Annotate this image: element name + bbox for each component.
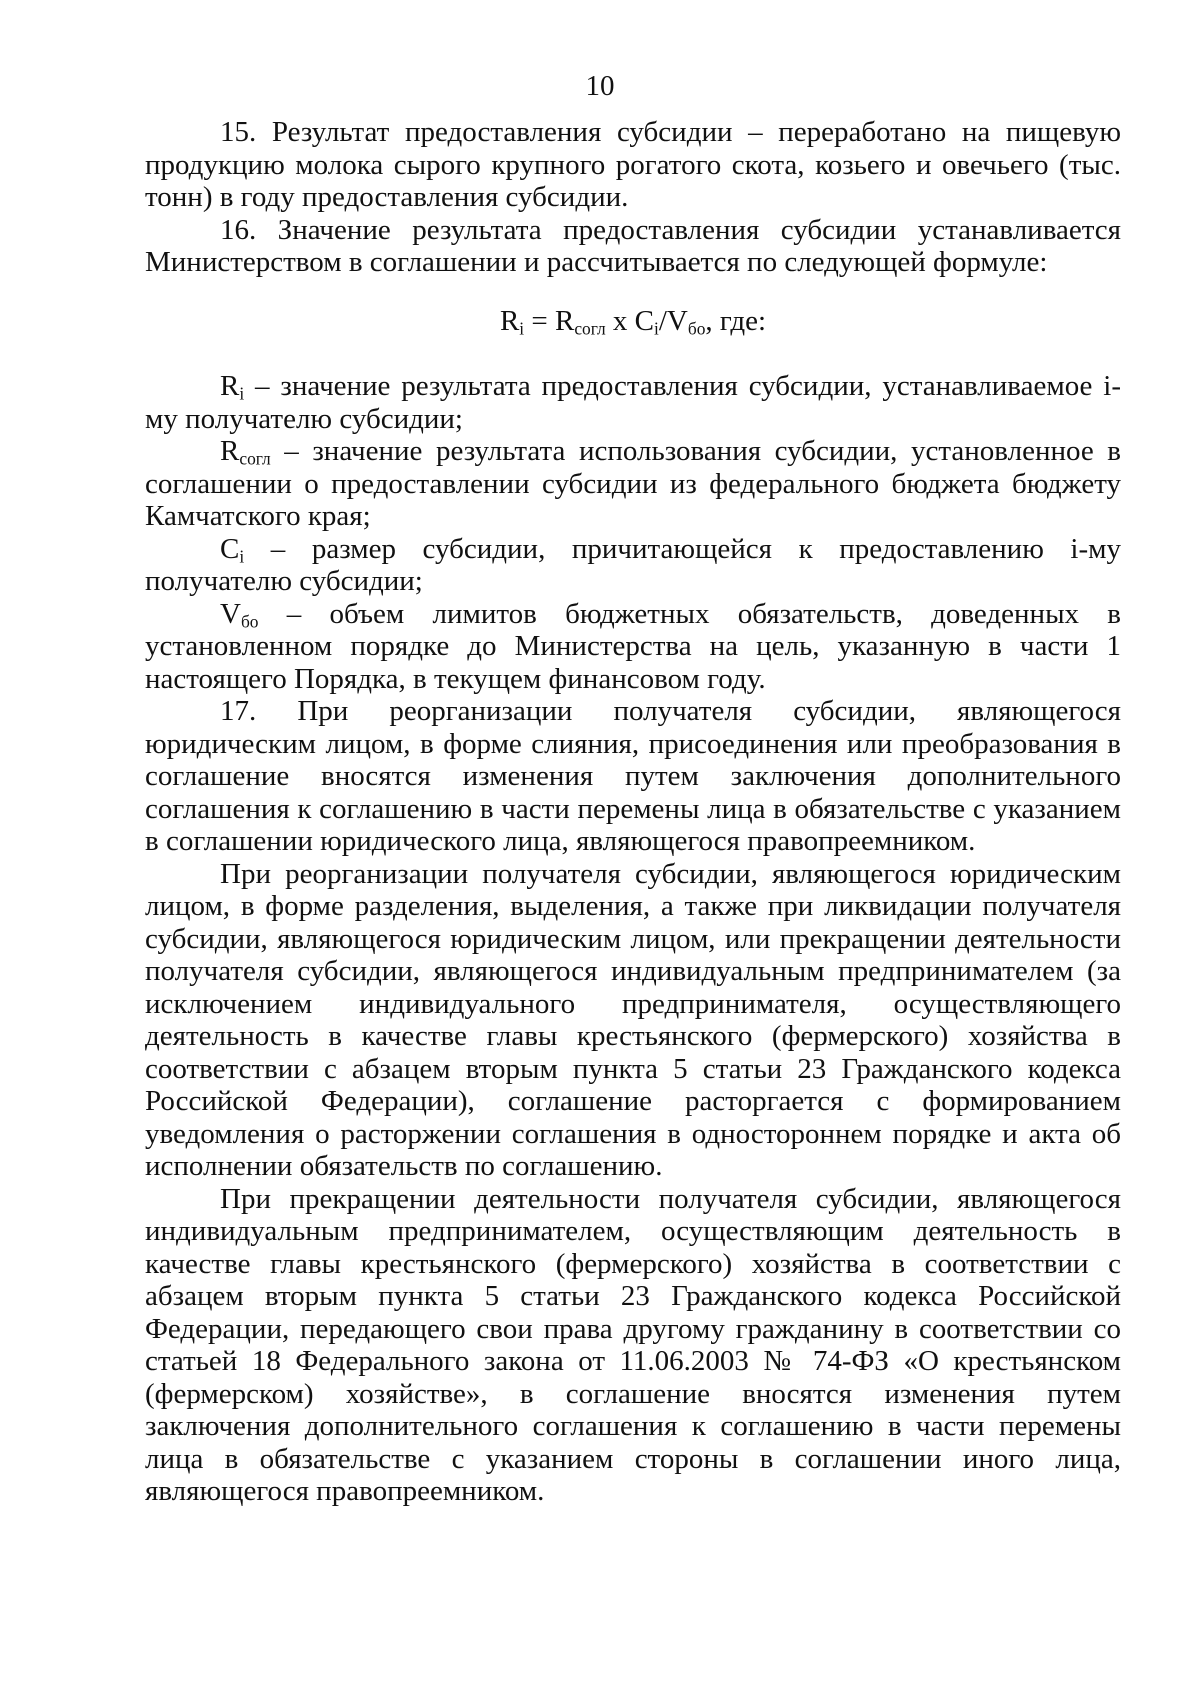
formula-r-sub: i <box>519 317 525 338</box>
result-formula <box>145 305 1121 338</box>
definition-ri-text: – значение результата предоставления субсидии, устанавливаемое i-му получателю субсидии; <box>145 370 1121 435</box>
definition-ri-sub: i <box>239 383 245 404</box>
paragraph-17-second: При реорганизации получателя субсидии, являющегося юридическим лицом, в форме разделения, выделения, а также при ликвидации получателя субсидии, являющегося юридическим лицом, или прекращении деятельности получателя субсидии, являющегося индивидуальным предпринимателем (за исключением индивидуального предпринимателя, осуществляющего деятельность в качестве главы крестьянского (фермерского) хозяйства в соответствии с абзацем вторым пункта 5 статьи 23 Гражданского кодекса Российской Федерации), соглашение расторгается с формированием уведомления о расторжении соглашения в одностороннем порядке и акта об исполнении обязательств по соглашению. <box>145 857 1121 1182</box>
definition-vbo-sub: бо <box>240 610 259 631</box>
definition-ci-text: – размер субсидии, причитающейся к предоставлению i-му получателю субсидии; <box>145 532 1121 597</box>
definition-vbo-text: – объем лимитов бюджетных обязательств, доведенных в установленном порядке до Министерства на цель, указанную в части 1 настоящего Порядка, в текущем финансовом году. <box>145 597 1121 695</box>
definition-ci-symbol: C <box>220 532 240 565</box>
definition-ri <box>145 370 1121 435</box>
definition-ci <box>145 533 1121 598</box>
paragraph-16: 16. Значение результата предоставления субсидии устанавливается Министерством в соглашении и рассчитывается по следующей формуле: <box>145 213 1121 278</box>
definition-rsogl <box>145 435 1121 533</box>
definition-vbo <box>145 598 1121 696</box>
paragraph-17: 17. При реорганизации получателя субсидии, являющегося юридическим лицом, в форме слияния, присоединения или преобразования в соглашение вносятся изменения путем заключения дополнительного соглашения к соглашению в части перемены лица в обязательстве с указанием в соглашении юридического лица, являющегося правопреемником. <box>145 695 1121 857</box>
definition-vbo-symbol: V <box>220 597 241 630</box>
paragraph-17-third: При прекращении деятельности получателя субсидии, являющегося индивидуальным предпринимателем, осуществляющим деятельность в качестве главы крестьянского (фермерского) хозяйства в соответствии с абзацем вторым пункта 5 статьи 23 Гражданского кодекса Российской Федерации, передающего свои права другому гражданину в соответствии со статьей 18 Федерального закона от 11.06.2003 № 74-ФЗ «О крестьянском (фермерском) хозяйстве», в соглашение вносятся изменения путем заключения дополнительного соглашения к соглашению в части перемены лица в обязательстве с указанием стороны в соглашении иного лица, являющегося правопреемником. <box>145 1182 1121 1507</box>
document-body <box>145 116 1121 1508</box>
formula-v-sub: бо <box>687 317 706 338</box>
formula-slash: /V <box>658 304 688 337</box>
definition-ri-symbol: R <box>220 370 240 402</box>
formula-tail: , где: <box>705 304 767 337</box>
definition-rsogl-text: – значение результата использования субсидии, установленное в соглашении о предоставлении субсидии из федерального бюджета бюджету Камчатского края; <box>145 435 1121 532</box>
definition-rsogl-symbol: R <box>220 435 240 467</box>
formula-eq: = R <box>524 304 575 337</box>
formula-rsogl-sub: согл <box>574 317 606 338</box>
paragraph-15: 15. Результат предоставления субсидии – переработано на пищевую продукцию молока сырого крупного рогатого скота, козьего и овечьего (тыс. тонн) в году предоставления субсидии. <box>145 116 1121 213</box>
formula-c-sub: i <box>654 317 659 338</box>
page-number: 10 <box>585 70 615 102</box>
definition-rsogl-sub: согл <box>239 448 271 469</box>
formula-r: R <box>499 304 520 337</box>
definition-ci-sub: i <box>239 545 245 566</box>
formula-x: x C <box>605 304 655 337</box>
